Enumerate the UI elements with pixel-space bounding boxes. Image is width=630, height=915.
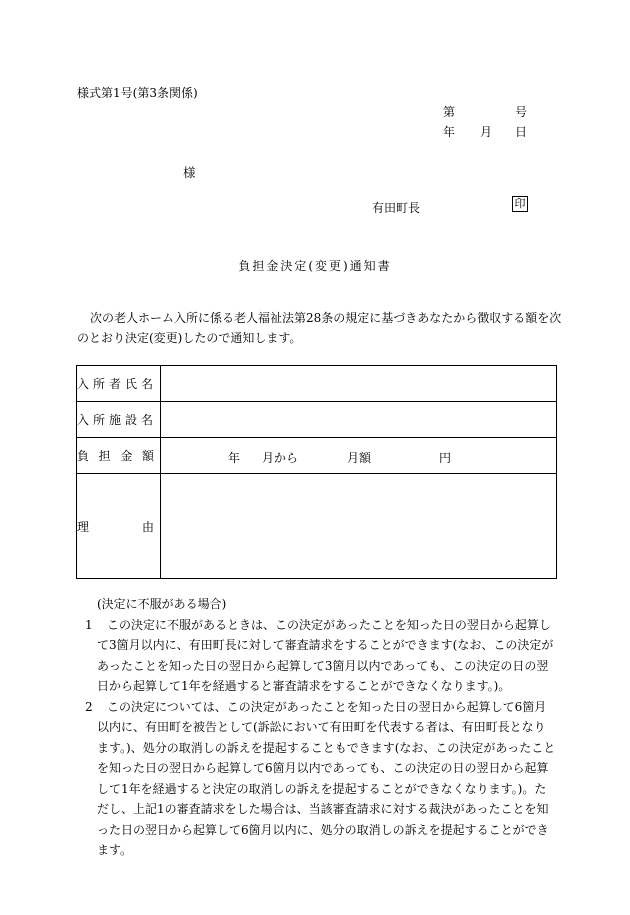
- charge-year: 年: [228, 451, 241, 465]
- date-year: 年: [443, 125, 456, 139]
- doc-number-suffix: 号: [515, 105, 528, 119]
- reason-label-char: 由: [141, 519, 154, 534]
- form-number: 様式第1号(第3条関係): [77, 86, 198, 100]
- doc-number-prefix: 第: [443, 105, 456, 119]
- note-number: 2: [85, 699, 93, 714]
- intro-paragraph: 次の老人ホーム入所に係る老人福祉法第28条の規定に基づきあなたから徴収する額を次のとおり決定(変更)したので通知します。: [77, 311, 562, 345]
- seal-mark: 印: [512, 196, 528, 212]
- reason-value: [161, 474, 557, 579]
- charge-label-char: 金: [120, 449, 133, 463]
- charge-label: [77, 438, 161, 474]
- reason-label: [77, 474, 161, 579]
- charge-yen: 円: [439, 451, 452, 465]
- charge-label-char: 負: [77, 449, 90, 463]
- notes-heading: (決定に不服がある場合): [97, 597, 227, 611]
- table-row-reason: [77, 474, 557, 579]
- appeal-notes: [77, 594, 557, 861]
- facility-name-label: 入所施設名: [77, 402, 161, 438]
- addressee-suffix: 様: [183, 165, 196, 180]
- date-day: 日: [515, 125, 528, 139]
- charge-label-char: 額: [141, 449, 154, 463]
- issuer-name: 有田町長: [372, 201, 421, 215]
- reason-label-char: 理: [77, 519, 90, 534]
- table-row-charge: [77, 438, 557, 474]
- resident-name-label: 入所者氏名: [77, 366, 161, 402]
- list-item: [77, 697, 557, 861]
- resident-name-value: [161, 366, 557, 402]
- date-month: 月: [480, 125, 493, 139]
- note-text: この決定に不服があるときは、この決定があったことを知った日の翌日から起算して3箇月以内に、有田町長に対して審査請求をすることができます(なお、この決定があったことを知った日の翌日から起算して3箇月以内であっても、この決定の日の翌日から起算して1年を経過すると審査請求をすることができなくなります。)。: [97, 617, 554, 693]
- note-text: この決定については、この決定があったことを知った日の翌日から起算して6箇月以内に、有田町を被告として(訴訟において有田町を代表する者は、有田町長となります。)、処分の取消しの訴えを提起することもできます(なお、この決定があったことを知った日の翌日から起算して6箇月以内であっても、この決定の日の翌日から起算して1年を経過すると決定の取消しの訴えを提起することができなくなります。)。ただし、上記1の審査請求をした場合は、当該審査請求に対する裁決があったことを知った日の翌日から起算して6箇月以内に、処分の取消しの訴えを提起することができます。: [97, 699, 556, 857]
- table-row-resident: [77, 366, 557, 402]
- charge-from-month: 月から: [262, 451, 299, 465]
- facility-name-value: [161, 402, 557, 438]
- notice-table: [76, 365, 557, 579]
- charge-label-char: 担: [98, 449, 111, 463]
- charge-monthly: 月額: [347, 451, 372, 465]
- charge-value: [161, 438, 557, 474]
- document-title: 負担金決定(変更)通知書: [238, 259, 392, 273]
- table-row-facility: [77, 402, 557, 438]
- note-number: 1: [85, 617, 93, 632]
- list-item: [77, 615, 557, 697]
